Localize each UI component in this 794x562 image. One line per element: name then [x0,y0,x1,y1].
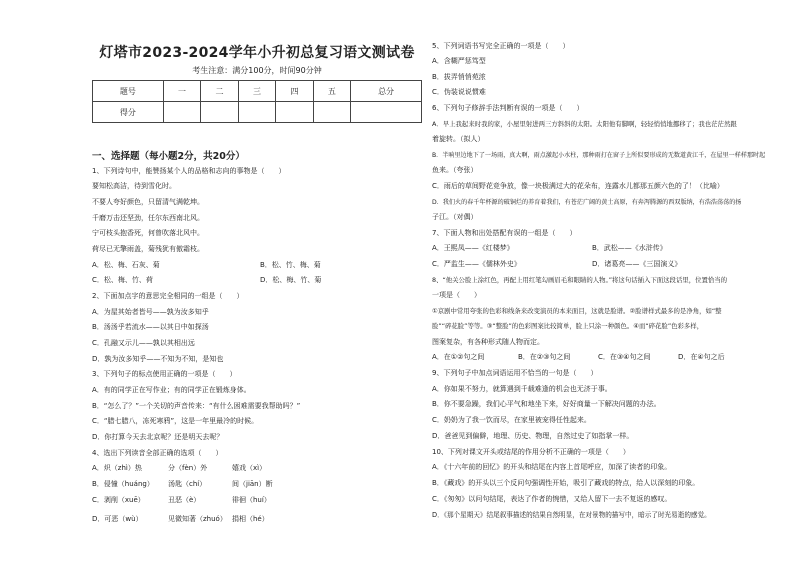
option-c[interactable]: C．松、梅、竹、荷 [92,276,153,284]
option-c[interactable]: C．《匆匆》以问句结尾，表达了作者的惋惜，又给人留下一去不复返的感叹。 [432,495,672,503]
score-input-cell[interactable] [313,102,350,123]
option-b[interactable]: B．半响里边地下了一场雨，真大啊，雨点激起小水柱，那种雨打在窗子上所似要形成的无数道黄江千，在屋里一样样那时起 [432,152,766,159]
option-d[interactable]: D．可恶（wù） [92,515,143,523]
option-d[interactable]: D．诸葛亮——《三国演义》 [592,260,682,268]
option-b[interactable]: B．《藏戏》的开头以三个反问句强调性开始，吸引了藏戏的特点，给人以深刻的印象。 [432,479,700,487]
question-text: 4、选出下列读音全部正确的选项（ ） [92,449,223,457]
option-c-item: 徘徊（huí） [232,496,271,504]
option-b-item: 汤匙（chí） [168,480,207,488]
passage-line: ①京剧中常用夸张的色彩和线条来改变演员的本来面目，这就是脸谱。②脸谱样式最多的是净角，如“整 [432,307,722,315]
section-heading: 一、选择题（每小题2分，共20分） [92,151,245,162]
score-input-cell[interactable] [163,102,200,123]
table-cell: 三 [238,81,275,102]
option-b[interactable]: B．你不要急躁，我们心平气和地坐下来，好好商量一下解决问题的办法。 [432,400,661,408]
page-title: 灯塔市2023-2024学年小升初总复习语文测试卷 [99,45,415,61]
option-d[interactable]: D．你打算今天去北京呢？还是明天去呢？ [92,433,224,441]
option-a[interactable]: A．王熙凤——《红楼梦》 [432,244,514,252]
question-line: 着旋转。（拟人） [432,135,485,143]
option-b-item: 间（jiān）断 [232,480,273,488]
option-c[interactable]: C．伪装说说惯难 [432,88,486,96]
option-c[interactable]: C．奶奶为了我一饮而尽，在家里被宠得任性起来。 [432,416,591,424]
question-text: 2、下面加点字的意思完全相同的一组是（ ） [92,292,244,300]
table-cell: 二 [201,81,238,102]
option-c[interactable]: C．严监生——《儒林外史》 [432,260,521,268]
question-text: 8、“他关公脸上涂红色，再配上用红笔勾画眉毛和眼睛的人物。”将这句话插入下面这段话里，位置恰当的 [432,276,728,284]
score-input-cell[interactable] [201,102,238,123]
option-a[interactable]: A．含糊严惩笃型 [432,57,486,65]
option-d[interactable]: D．在④句之后 [678,353,725,361]
score-input-cell[interactable] [238,102,275,123]
option-b[interactable]: B．“怎么了？”一个关切的声音传来：“有什么困难需要我帮助吗？” [92,402,301,410]
option-c-item: 丑恶（è） [168,496,201,504]
option-b[interactable]: B．汤汤乎若流水——以其日中如探汤 [92,323,209,331]
option-d[interactable]: D．孰为汝多知乎——不知为不知，是知也 [92,355,224,363]
question-line: 不要人夸好颜色，只留清气满乾坤。 [92,198,204,206]
option-a[interactable]: A．在①②句之间 [432,353,485,361]
option-c[interactable]: C．在③④句之间 [598,353,651,361]
table-cell: 五 [313,81,350,102]
option-d[interactable]: D．松、梅、竹、菊 [260,276,322,284]
option-a[interactable]: A．有的同学正在写作业；有的同学正在锻炼身体。 [92,386,251,394]
question-line: 宁可枝头抱香死，何曾吹落北风中。 [92,229,204,237]
option-d-item: 见微知著（zhuó） [168,515,227,523]
option-a[interactable]: A．《十六年前的回忆》的开头和结尾在内容上首尾呼应，加深了读者的印象。 [432,463,672,471]
option-a[interactable]: A．早上我起来时我的家，小屋里射进两三方斜斜的太阳。太阳他有脚啊，轻轻悄悄地挪移了；我也茫茫然跟 [432,120,737,128]
option-c[interactable]: C．“腊七腊八，冻死寒鸦”，这是一年里最冷的时候。 [92,417,259,425]
option-a-item: 分（fèn）外 [168,464,208,472]
passage-line: 脸”“碎花脸”等等。③“整脸”的色彩图案比较简单，脸上只涂一种颜色。④而“碎花脸”色彩多样， [432,322,704,330]
question-line: 千磨万击还坚劲，任尔东西南北风。 [92,214,204,222]
option-a[interactable]: A．你如果不努力，就算遇到千载难逢的机会也无济于事。 [432,385,612,393]
question-text: 3、下列句子的标点使用正确的一项是（ ） [92,370,237,378]
score-table [92,80,422,123]
score-input-cell[interactable] [276,102,313,123]
option-d[interactable]: D．《那个星期天》结尾叙事描述的结果自然明显，在对景物的描写中，暗示了时光易逝的感觉。 [432,511,711,519]
question-line: 荷尽已无擎雨盖，菊残犹有傲霜枝。 [92,245,204,253]
question-text: 7、下面人物和出处搭配有误的一组是（ ） [432,229,577,237]
option-b[interactable]: B．侵憧（huáng） [92,480,154,488]
exam-notice: 考生注意：满分100分，时间90分钟 [192,66,322,75]
option-c[interactable]: C．孔融又示儿——孰以其相出远 [92,339,195,347]
question-line: 一项是（ ） [432,291,481,299]
question-text: 9、下列句子中加点词语运用不恰当的一句是（ ） [432,369,598,377]
option-a[interactable]: A．松、梅、石灰、菊 [92,261,160,269]
table-cell: 得分 [93,102,164,123]
passage-line: 图案复杂，有各种形式随人物而定。 [432,338,544,346]
question-text: 6、下列句子修辞手法判断有误的一项是（ ） [432,104,584,112]
table-row [93,81,422,102]
option-d-item: 捐相（hé） [232,515,269,523]
question-text: 5、下列词语书写完全正确的一项是（ ） [432,42,570,50]
table-cell: 一 [163,81,200,102]
question-line: 子江。（对偶） [432,213,478,221]
table-cell: 四 [276,81,313,102]
question-line: 要知松高洁，待到雪化时。 [92,182,176,190]
question-line: 鱼来。（夸张） [432,166,478,174]
table-cell: 题号 [93,81,164,102]
table-row [93,102,422,123]
option-b[interactable]: B．松、竹、梅、菊 [260,261,321,269]
option-c[interactable]: C．剥削（xuē） [92,496,145,504]
option-a-item: 嬉戏（xì） [232,464,267,472]
option-b[interactable]: B．在②③句之间 [518,353,571,361]
score-input-cell[interactable] [351,102,422,123]
option-a[interactable]: A．为屋其始者皆号——孰为汝多知乎 [92,308,209,316]
option-b[interactable]: B．拔弄悄悄苑浓 [432,73,486,81]
table-cell: 总分 [351,81,422,102]
option-c[interactable]: C．雨后的草间野花竞争放，像一块极满过大的花朵布，连露水儿都那五颜六色的了！（比喻） [432,182,724,190]
option-d[interactable]: D．爸爸见到偏僻，地理、历史、物理，自然过史了如指掌一样。 [432,432,634,440]
question-text: 10、下列对课文开头或结尾的作用分析不正确的一项是（ ） [432,448,630,456]
question-text: 1、下列诗句中，能赞扬某个人的品格和志向的事物是（ ） [92,167,286,175]
option-d[interactable]: D．我们火的春千年杯源的破铜烂的养育着我们，有苍茫广阔的黄土高原，有奔泻腾源的西双版纳，有浩浩荡荡的扬 [432,199,742,206]
option-b[interactable]: B．武松——《水浒传》 [592,244,667,252]
option-a[interactable]: A．炽（zhì）热 [92,464,142,472]
